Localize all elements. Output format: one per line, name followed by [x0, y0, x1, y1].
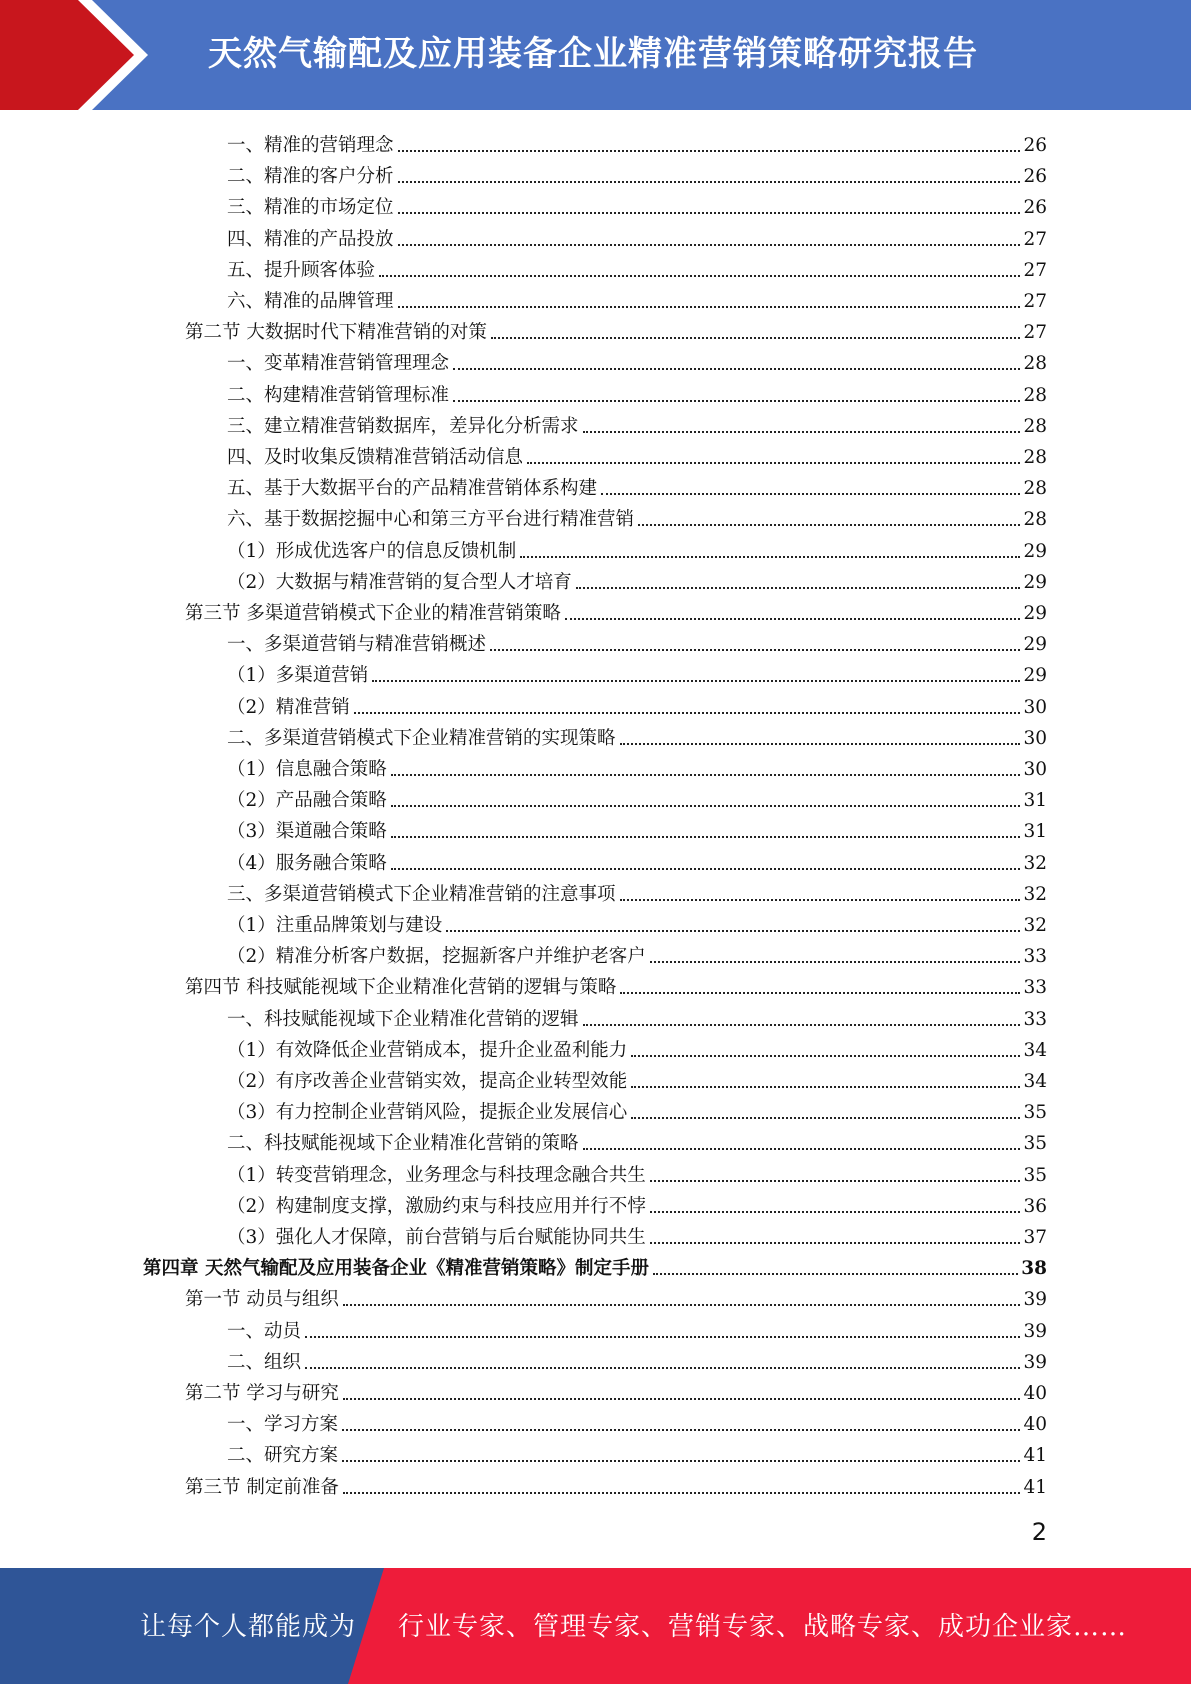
- footer-banner: [0, 1568, 1191, 1684]
- report-title: 天然气输配及应用装备企业精准营销策略研究报告: [208, 34, 978, 74]
- toc-entry[interactable]: [227, 1218, 1047, 1249]
- toc-entry-title: 二、科技赋能视域下企业精准化营销的策略: [227, 1133, 579, 1155]
- toc-entry-title: 三、精准的市场定位: [227, 197, 394, 219]
- toc-entry-page: 39: [1023, 1320, 1047, 1342]
- toc-entry-title: （3）强化人才保障，前台营销与后台赋能协同共生: [227, 1227, 646, 1248]
- footer-slogan-right: 行业专家、管理专家、营销专家、战略专家、成功企业家……: [398, 1612, 1128, 1642]
- toc-dot-leader: [620, 992, 1020, 994]
- toc-entry-page: 33: [1023, 1008, 1047, 1030]
- toc-dot-leader: [343, 1492, 1021, 1494]
- toc-dot-leader: [398, 181, 1021, 183]
- toc-entry-title: （1）转变营销理念，业务理念与科技理念融合共生: [227, 1164, 646, 1186]
- toc-entry[interactable]: [185, 594, 1047, 625]
- toc-entry[interactable]: [227, 875, 1047, 906]
- toc-entry-title: 六、精准的品牌管理: [227, 291, 394, 312]
- toc-dot-leader: [650, 961, 1021, 963]
- toc-entry[interactable]: [185, 1374, 1047, 1405]
- toc-entry-page: 39: [1023, 1289, 1047, 1311]
- toc-entry-title: （2）大数据与精准营销的复合型人才培育: [227, 571, 572, 593]
- toc-dot-leader: [398, 244, 1021, 246]
- toc-entry-title: 五、提升顾客体验: [227, 259, 376, 281]
- toc-dot-leader: [398, 212, 1021, 214]
- toc-dot-leader: [583, 1148, 1021, 1150]
- toc-entry-title: （2）有序改善企业营销实效，提高企业转型效能: [227, 1071, 628, 1092]
- toc-entry-page: 40: [1023, 1414, 1047, 1436]
- toc-dot-leader: [520, 556, 1020, 558]
- toc-entry-page: 32: [1023, 852, 1047, 874]
- toc-entry-page: 29: [1023, 665, 1047, 687]
- toc-entry-page: 30: [1023, 696, 1047, 718]
- toc-entry-page: 28: [1023, 509, 1047, 531]
- toc-dot-leader: [342, 1429, 1020, 1431]
- toc-entry[interactable]: [227, 1405, 1047, 1436]
- toc-entry[interactable]: [227, 844, 1047, 875]
- toc-dot-leader: [453, 368, 1020, 370]
- page-number: 2: [1031, 1518, 1047, 1546]
- toc-dot-leader: [446, 930, 1020, 932]
- header-arrow-icon: [0, 0, 160, 110]
- toc-dot-leader: [343, 1304, 1021, 1306]
- toc-entry[interactable]: [227, 1124, 1047, 1155]
- toc-entry-title: 第一节 动员与组织: [185, 1289, 339, 1311]
- toc-entry-title: 一、科技赋能视域下企业精准化营销的逻辑: [227, 1008, 579, 1030]
- toc-entry-title: （1）信息融合策略: [227, 759, 387, 780]
- toc-entry-title: 四、及时收集反馈精准营销活动信息: [227, 447, 524, 468]
- toc-dot-leader: [620, 743, 1021, 745]
- toc-entry-title: 第二节 大数据时代下精准营销的对策: [185, 322, 487, 344]
- toc-entry-page: 37: [1023, 1227, 1047, 1248]
- toc-entry[interactable]: [227, 1343, 1047, 1374]
- toc-entry[interactable]: [227, 906, 1047, 937]
- toc-entry[interactable]: [227, 781, 1047, 812]
- toc-entry[interactable]: [227, 344, 1047, 375]
- toc-entry-title: 第四章 天然气输配及应用装备企业《精准营销策略》制定手册: [143, 1258, 649, 1280]
- toc-entry-page: 32: [1023, 915, 1047, 936]
- toc-dot-leader: [583, 431, 1021, 433]
- toc-entry-page: 39: [1023, 1351, 1047, 1373]
- toc-dot-leader: [650, 1242, 1021, 1244]
- toc-entry-page: 26: [1023, 135, 1047, 156]
- toc-entry[interactable]: [185, 968, 1047, 999]
- toc-entry-page: 27: [1023, 322, 1047, 344]
- toc-entry[interactable]: [227, 812, 1047, 843]
- toc-entry-page: 36: [1023, 1195, 1047, 1217]
- toc-entry-page: 35: [1023, 1102, 1047, 1124]
- toc-entry-title: （2）产品融合策略: [227, 790, 387, 812]
- toc-entry-page: 28: [1023, 415, 1047, 437]
- toc-entry-title: （3）渠道融合策略: [227, 821, 387, 843]
- toc-entry[interactable]: [227, 1000, 1047, 1031]
- toc-dot-leader: [631, 1117, 1020, 1119]
- toc-entry-title: 四、精准的产品投放: [227, 228, 394, 250]
- toc-entry[interactable]: [227, 500, 1047, 531]
- toc-dot-leader: [342, 1460, 1020, 1462]
- footer-slogan-left: 让每个人都能成为: [140, 1612, 357, 1642]
- toc-entry-title: （1）有效降低企业营销成本，提升企业盈利能力: [227, 1039, 628, 1061]
- toc-dot-leader: [305, 1367, 1020, 1369]
- toc-dot-leader: [398, 306, 1021, 308]
- toc-entry[interactable]: [227, 688, 1047, 719]
- toc-entry-title: （2）构建制度支撑，激励约束与科技应用并行不悖: [227, 1195, 646, 1217]
- toc-entry[interactable]: [227, 376, 1047, 407]
- toc-entry-page: 26: [1023, 197, 1047, 219]
- toc-entry-title: （4）服务融合策略: [227, 852, 387, 874]
- toc-entry[interactable]: [227, 1187, 1047, 1218]
- toc-entry-page: 29: [1023, 540, 1047, 562]
- toc-entry-page: 26: [1023, 166, 1047, 188]
- toc-entry-title: 二、构建精准营销管理标准: [227, 384, 450, 406]
- toc-entry-title: （2）精准分析客户数据，挖掘新客户并维护老客户: [227, 946, 646, 968]
- toc-entry[interactable]: [227, 469, 1047, 500]
- toc-dot-leader: [565, 618, 1021, 620]
- toc-entry-page: 34: [1023, 1071, 1047, 1092]
- toc-entry-page: 29: [1023, 571, 1047, 593]
- toc-entry-page: 38: [1021, 1258, 1047, 1280]
- toc-entry-page: 28: [1023, 447, 1047, 468]
- toc-entry[interactable]: [227, 625, 1047, 656]
- toc-entry-page: 28: [1023, 353, 1047, 375]
- toc-entry-title: 三、多渠道营销模式下企业精准营销的注意事项: [227, 883, 616, 905]
- toc-entry-page: 34: [1023, 1039, 1047, 1061]
- toc-entry-page: 29: [1023, 634, 1047, 656]
- toc-entry[interactable]: [227, 750, 1047, 781]
- toc-dot-leader: [391, 868, 1021, 870]
- toc-entry-title: 二、多渠道营销模式下企业精准营销的实现策略: [227, 727, 616, 749]
- toc-entry-page: 27: [1023, 259, 1047, 281]
- toc-entry[interactable]: [143, 1249, 1047, 1280]
- toc-entry[interactable]: [227, 438, 1047, 469]
- toc-entry-title: 一、多渠道营销与精准营销概述: [227, 634, 487, 656]
- toc-entry-title: 二、组织: [227, 1351, 302, 1373]
- toc-dot-leader: [391, 805, 1021, 807]
- toc-entry[interactable]: [227, 188, 1047, 219]
- toc-dot-leader: [650, 1211, 1021, 1213]
- toc-entry[interactable]: [227, 157, 1047, 188]
- toc-dot-leader: [601, 493, 1020, 495]
- toc-entry-title: 第三节 多渠道营销模式下企业的精准营销策略: [185, 603, 561, 624]
- toc-entry-page: 30: [1023, 759, 1047, 780]
- toc-entry-page: 35: [1023, 1164, 1047, 1186]
- toc-entry[interactable]: [227, 563, 1047, 594]
- toc-entry[interactable]: [227, 532, 1047, 563]
- toc-dot-leader: [631, 1086, 1020, 1088]
- toc-dot-leader: [391, 836, 1021, 838]
- toc-entry-page: 27: [1023, 291, 1047, 312]
- toc-entry-title: 二、研究方案: [227, 1445, 339, 1467]
- toc-dot-leader: [576, 587, 1021, 589]
- toc-dot-leader: [631, 1055, 1020, 1057]
- toc-dot-leader: [379, 275, 1020, 277]
- toc-entry-title: 第四节 科技赋能视域下企业精准化营销的逻辑与策略: [185, 977, 617, 999]
- toc-dot-leader: [305, 1336, 1020, 1338]
- toc-entry[interactable]: [227, 1436, 1047, 1467]
- toc-entry[interactable]: [227, 656, 1047, 687]
- toc-dot-leader: [398, 150, 1021, 152]
- toc-entry-title: （1）多渠道营销: [227, 665, 369, 687]
- toc-entry-page: 29: [1023, 603, 1047, 624]
- toc-entry[interactable]: [227, 1093, 1047, 1124]
- toc-entry[interactable]: [227, 719, 1047, 750]
- toc-entry[interactable]: [185, 1468, 1047, 1499]
- toc-entry[interactable]: [227, 1062, 1047, 1093]
- toc-entry-title: 三、建立精准营销数据库，差异化分析需求: [227, 415, 579, 437]
- toc-entry-title: 一、学习方案: [227, 1414, 339, 1436]
- toc-entry-title: （3）有力控制企业营销风险，提振企业发展信心: [227, 1102, 628, 1124]
- toc-entry-title: 第二节 学习与研究: [185, 1383, 339, 1404]
- toc-entry[interactable]: [227, 220, 1047, 251]
- toc-dot-leader: [343, 1398, 1021, 1400]
- toc-entry[interactable]: [185, 313, 1047, 344]
- toc-entry-page: 27: [1023, 228, 1047, 250]
- toc-entry-page: 32: [1023, 883, 1047, 905]
- toc-entry[interactable]: [227, 126, 1047, 157]
- toc-entry-title: 一、精准的营销理念: [227, 135, 394, 156]
- toc-entry[interactable]: [227, 1031, 1047, 1062]
- toc-entry-page: 30: [1023, 727, 1047, 749]
- toc-entry[interactable]: [185, 1280, 1047, 1311]
- toc-dot-leader: [650, 1180, 1021, 1182]
- toc-entry-page: 31: [1023, 821, 1047, 843]
- toc-entry-title: （1）注重品牌策划与建设: [227, 915, 443, 936]
- toc-entry-page: 41: [1023, 1476, 1047, 1498]
- toc-entry-title: 二、精准的客户分析: [227, 166, 394, 188]
- toc-entry-title: 六、基于数据挖掘中心和第三方平台进行精准营销: [227, 509, 635, 531]
- toc-entry[interactable]: [227, 1312, 1047, 1343]
- toc-entry-title: 五、基于大数据平台的产品精准营销体系构建: [227, 478, 598, 500]
- toc-entry-page: 28: [1023, 478, 1047, 500]
- toc-dot-leader: [583, 1024, 1021, 1026]
- toc-entry[interactable]: [227, 407, 1047, 438]
- toc-entry[interactable]: [227, 282, 1047, 313]
- toc-dot-leader: [354, 712, 1021, 714]
- toc-dot-leader: [527, 462, 1020, 464]
- toc-dot-leader: [620, 899, 1021, 901]
- toc-dot-leader: [453, 400, 1020, 402]
- toc-entry[interactable]: [227, 251, 1047, 282]
- toc-dot-leader: [372, 680, 1020, 682]
- toc-dot-leader: [391, 774, 1021, 776]
- header-banner: [0, 0, 1191, 110]
- toc-dot-leader: [653, 1273, 1018, 1275]
- toc-entry-title: 第三节 制定前准备: [185, 1476, 339, 1498]
- toc-entry-page: 41: [1023, 1445, 1047, 1467]
- toc-entry[interactable]: [227, 937, 1047, 968]
- toc-entry-page: 33: [1023, 977, 1047, 999]
- toc-dot-leader: [490, 649, 1020, 651]
- toc-entry-page: 33: [1023, 946, 1047, 968]
- toc-dot-leader: [491, 337, 1021, 339]
- toc-dot-leader: [638, 524, 1020, 526]
- toc-entry-page: 28: [1023, 384, 1047, 406]
- toc-entry-page: 35: [1023, 1133, 1047, 1155]
- toc-entry-title: 一、变革精准营销管理理念: [227, 353, 450, 375]
- toc-entry-title: （1）形成优选客户的信息反馈机制: [227, 540, 517, 562]
- toc-entry-title: （2）精准营销: [227, 696, 350, 718]
- toc-entry-page: 40: [1023, 1383, 1047, 1404]
- toc-entry-title: 一、动员: [227, 1320, 302, 1342]
- toc-entry[interactable]: [227, 1156, 1047, 1187]
- toc-entry-page: 31: [1023, 790, 1047, 812]
